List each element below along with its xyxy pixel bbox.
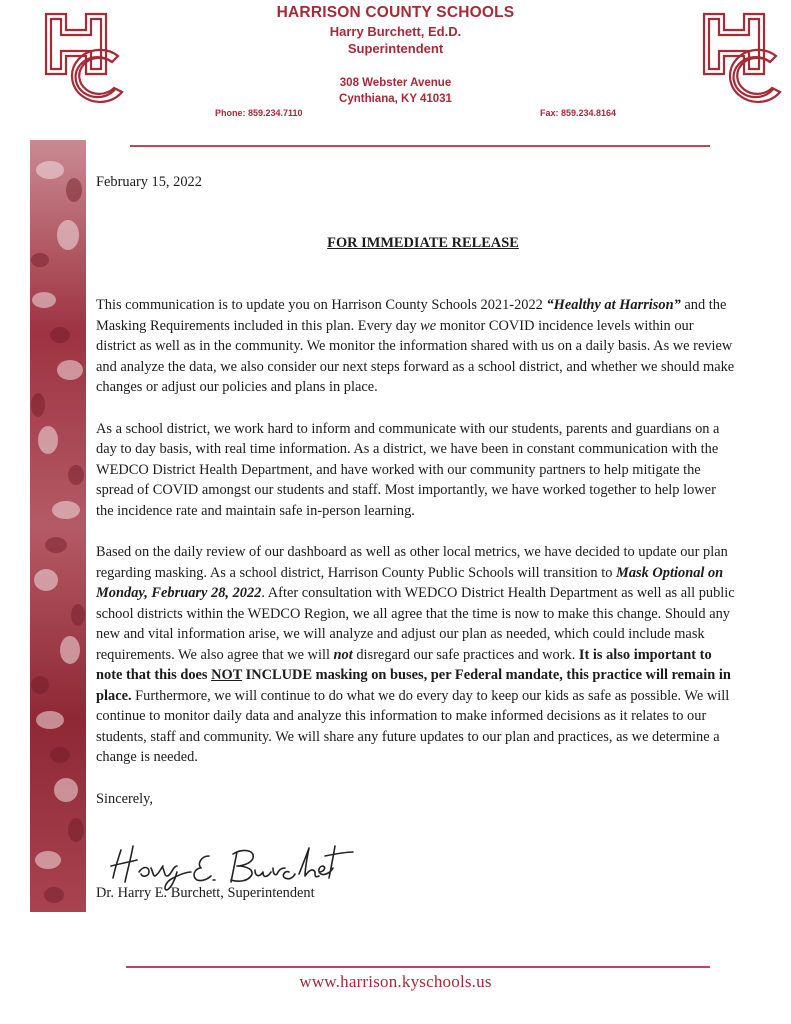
letter-body [96,172,736,809]
decorative-leaf-strip [30,140,86,912]
paragraph-3 [96,542,736,768]
closing: Sincerely, [96,790,154,807]
p1-text-a: This communication is to update you on Harrison County Schools 2021-2022 [96,297,547,313]
address-line-1: 308 Webster Avenue [339,77,452,89]
p1-text-e: monitor COVID incidence levels within our district as well as in the community. We monitor the information shared with us on a daily basis. As we review and analyze the data, we also consider our next steps forward as a school district, and whether we should make changes or adjust our policies and plans in place. [96,317,735,395]
bus-notice-b: INCLUDE masking on buses, per Federal mandate, this practice will remain in place. [96,667,731,704]
p3-text-i: Furthermore, we will continue to do what we do every day to keep our kids as safe as possible. We will continue to monitor daily data and analyze this information to make informed decisions as it relates to our students, staff and community. We will share any future updates to our plan and practices, as we determine a change is needed. [96,687,730,765]
paragraph-1 [96,295,736,398]
program-name: “Healthy at Harrison” [546,297,681,313]
signer-name: Dr. Harry E. Burchett, Superintendent [96,885,315,901]
footer-website-link[interactable]: www.harrison.kyschools.us [299,972,492,991]
mask-optional-date: Mask Optional on Monday, February 28, 2022 [96,564,724,601]
fax-number: Fax: 859.234.8164 [540,108,617,118]
footer-divider [126,966,710,968]
header-divider [130,145,710,147]
phone-number: Phone: 859.234.7110 [215,108,303,118]
bus-notice-not: NOT [211,667,243,683]
letter-date: February 15, 2022 [96,174,202,190]
p1-text-c: and the Masking Requirements included in this plan. Every day [96,297,727,334]
paragraph-2: As a school district, we work hard to inform and communicate with our students, parents and guardians on a day to day basis, with real time information. As a district, we have been in constant communication with the WEDCO District Health Department, and have worked with our community partners to help mitigate the spread of COVID amongst our students and staff. Most importantly, we have worked together to help lower the incidence rate and maintain safe in-person learning. [96,420,720,519]
superintendent-title: Superintendent [347,41,444,56]
p3-text-a: Based on the daily review of our dashboard as well as other local metrics, we have decided to update our plan regarding masking. As a school district, Harrison County Public Schools will transition to [96,544,728,581]
release-headline: FOR IMMEDIATE RELEASE [327,234,519,251]
org-name: HARRISON COUNTY SCHOOLS [276,4,515,21]
superintendent-name: Harry Burchett, Ed.D. [329,24,462,39]
address-line-2: Cynthiana, KY 41031 [339,93,452,105]
bus-notice-a: It is also important to note that this does [96,646,712,683]
p1-emphasis-we: we [420,317,437,334]
p3-text-e: disregard our safe practices and work. [352,646,579,663]
p3-text-c: . After consultation with WEDCO District Health Department as well as all public school districts within the WEDCO Region, we all agree that the time is now to make this change. Should any new and vital information arise, we will analyze and adjust our plan as needed, which could include mask requirements. We also agree that we will [96,585,735,663]
p3-emphasis-not: not [333,646,353,663]
